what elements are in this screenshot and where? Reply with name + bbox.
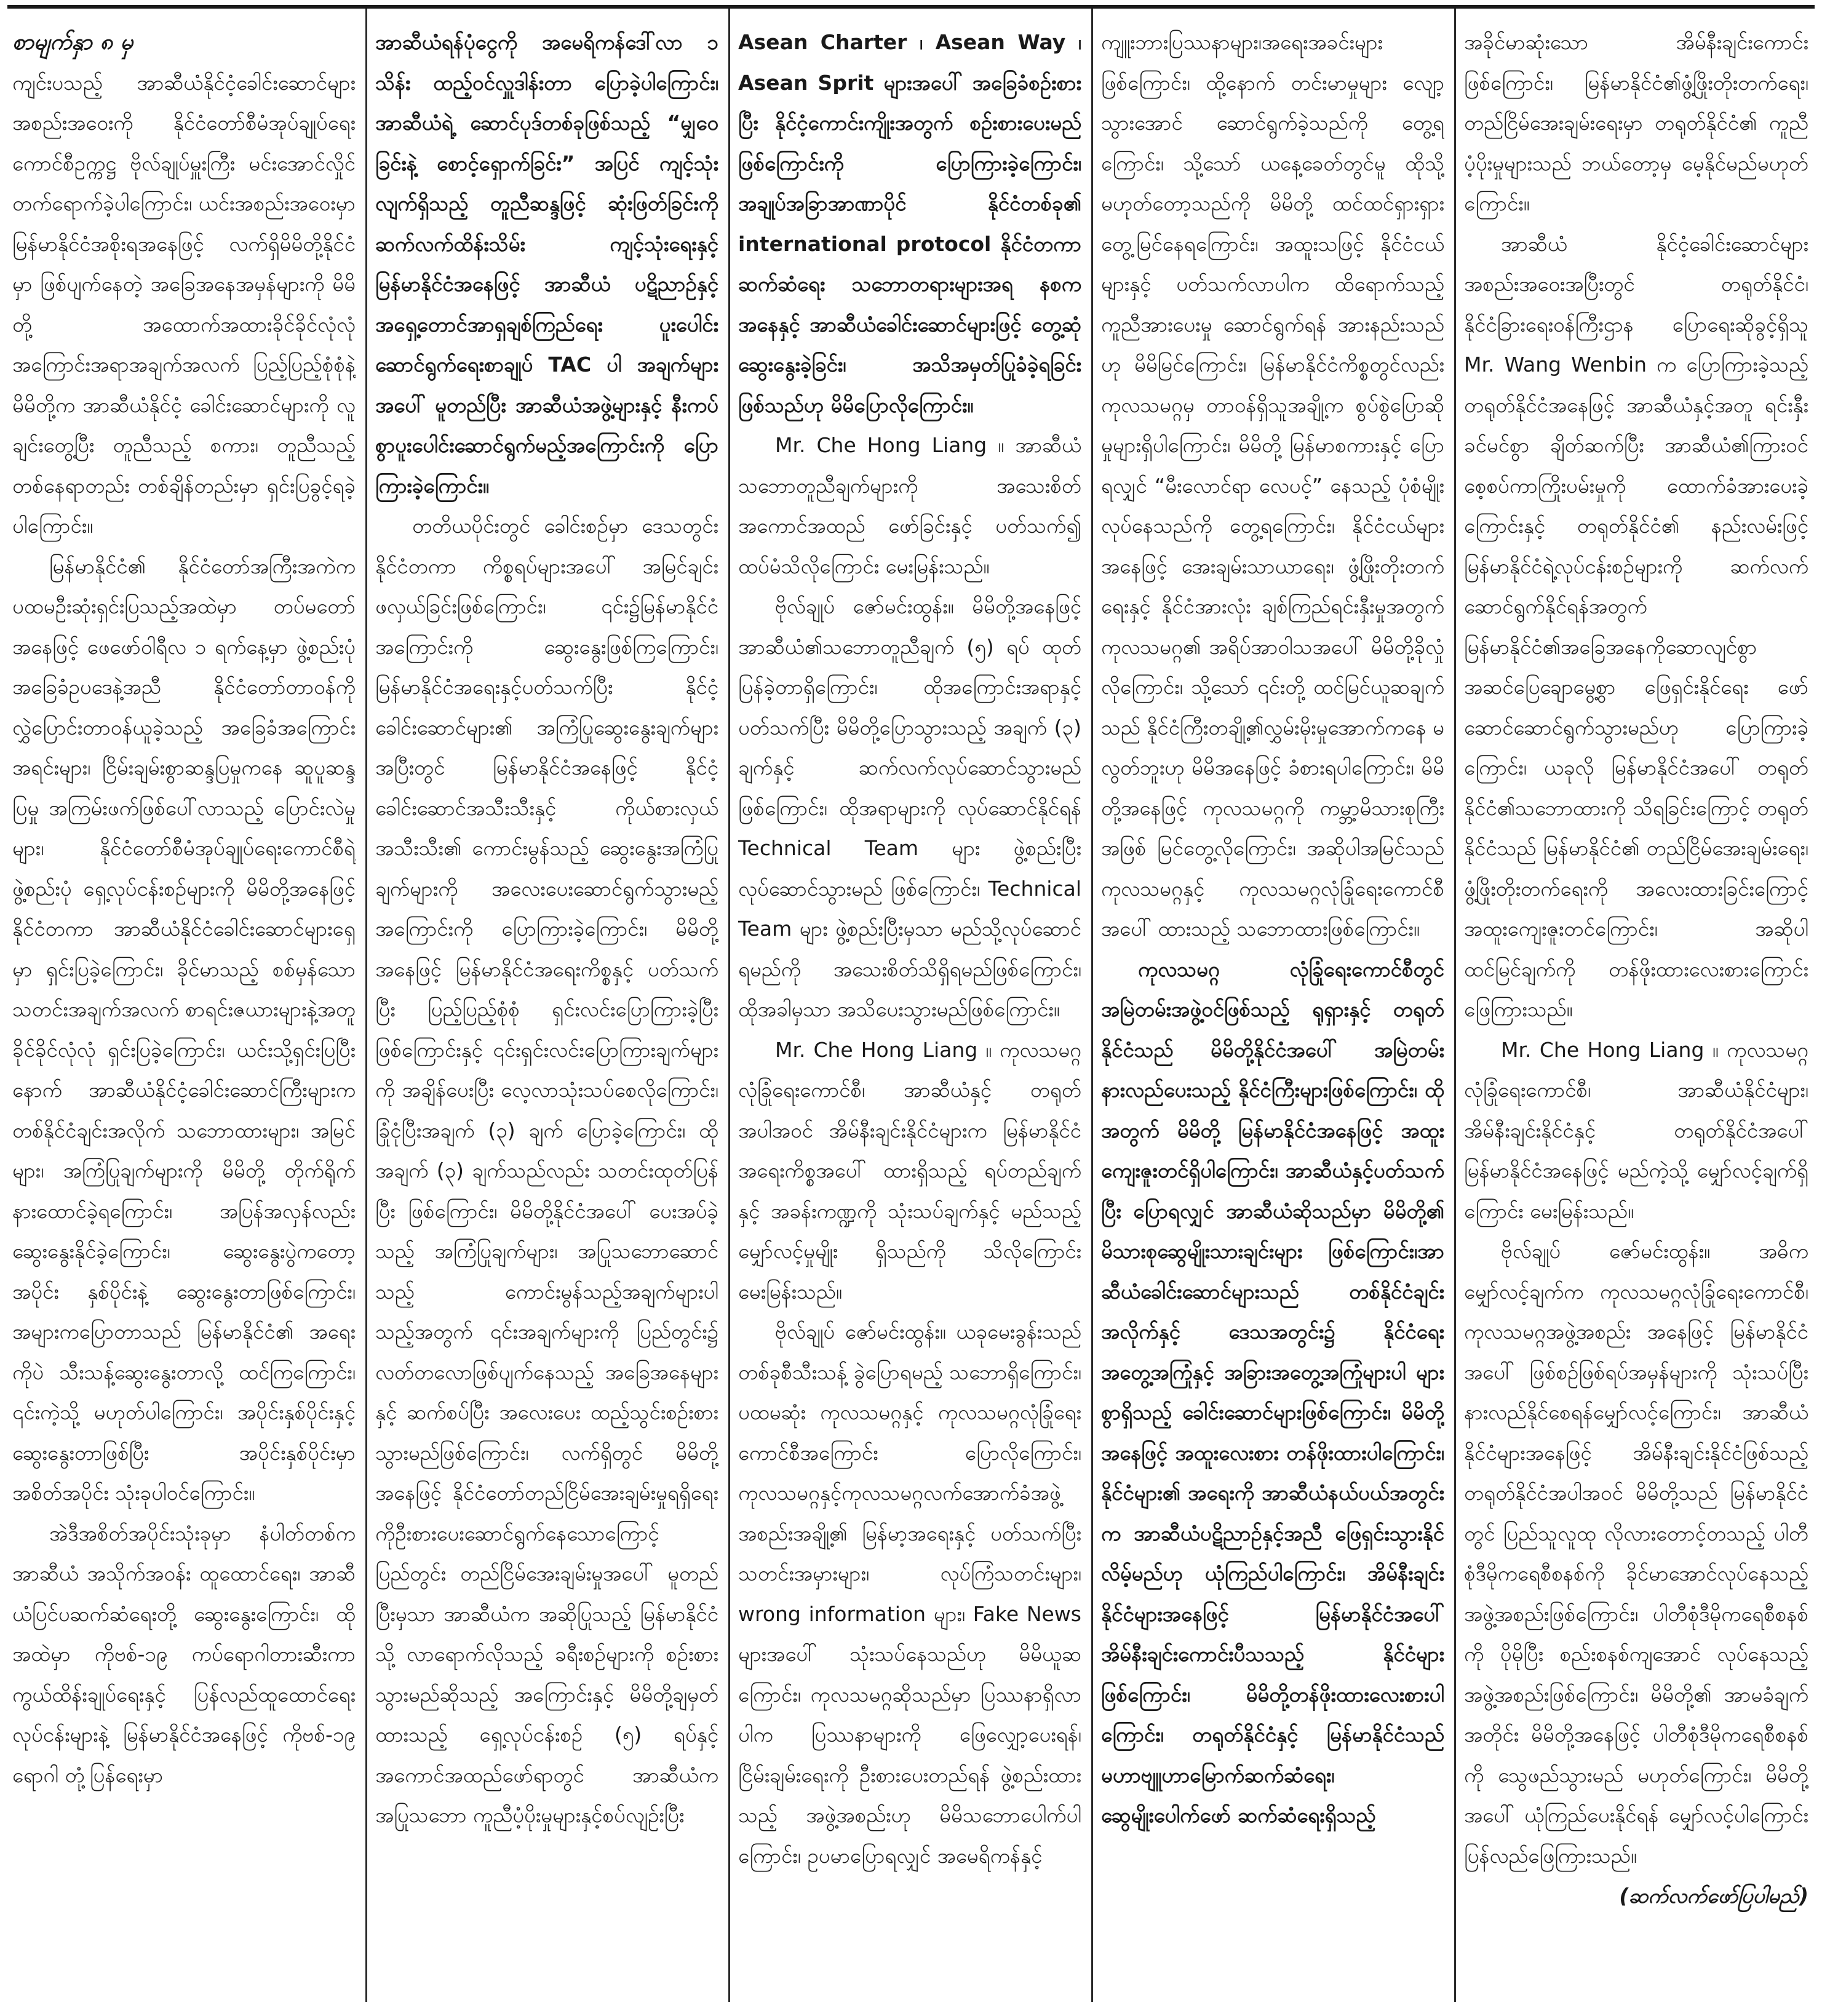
- continued-next-label: (ဆက်လက်ဖော်ပြပါမည်): [1619, 1884, 1808, 1908]
- paragraph: တတိယပိုင်းတွင် ခေါင်းစဉ်မှာ ဒေသတွင်း နိုင်ငံတကာ ကိစ္စရပ်များအပေါ် အမြင်ချင်း ဖလှယ်ခြင်းဖြစ်ကြောင်း၊ ၎င်း၌မြန်မာနိုင်ငံအကြောင်းကို ဆွေးနွေးဖြစ်ကြကြောင်း၊ မြန်မာနိုင်ငံအရေးနှင့်ပတ်သက်ပြီး နိုင်ငံ့ခေါင်းဆောင်များ၏ အကြံပြုဆွေးနွေးချက်များအပြီးတွင် မြန်မာနိုင်ငံအနေဖြင့် နိုင်ငံ့ခေါင်းဆောင်အသီးသီးနှင့် ကိုယ်စားလှယ်အသီးသီး၏ ကောင်းမွန်သည့် ဆွေးနွေးအကြံပြုချက်များကို အလေးပေးဆောင်ရွက်သွားမည့်အကြောင်းကို ပြောကြားခဲ့ကြောင်း၊ မိမိတို့အနေဖြင့် မြန်မာနိုင်ငံအရေးကိစ္စနှင့် ပတ်သက်ပြီး ပြည့်ပြည့်စုံစုံ ရှင်းလင်းပြောကြားခဲ့ပြီးဖြစ်ကြောင်းနှင့် ၎င်းရှင်းလင်းပြောကြားချက်များကို အချိန်ပေးပြီး လေ့လာသုံးသပ်စေလိုကြောင်း၊ ခြုံငုံပြီးအချက် (၃) ချက် ပြောခဲ့ကြောင်း၊ ထိုအချက် (၃) ချက်သည်လည်း သတင်းထုတ်ပြန်ပြီး ဖြစ်ကြောင်း၊ မိမိတို့နိုင်ငံအပေါ် ပေးအပ်ခဲ့သည့် အကြံပြုချက်များ၊ အပြုသဘောဆောင်သည့် ကောင်းမွန်သည့်အချက်များပါသည့်အတွက် ၎င်းအချက်များကို ပြည်တွင်း၌ လတ်တလောဖြစ်ပျက်နေသည့် အခြေအနေများနှင့် ဆက်စပ်ပြီး အလေးပေး ထည့်သွင်းစဉ်းစားသွားမည်ဖြစ်ကြောင်း၊ လက်ရှိတွင် မိမိတို့အနေဖြင့် နိုင်ငံတော်တည်ငြိမ်အေးချမ်းမှုရရှိရေးကိုဦးစားပေးဆောင်ရွက်နေသောကြောင့် ပြည်တွင်း တည်ငြိမ်အေးချမ်းမှုအပေါ် မူတည်ပြီးမှသာ အာဆီယံက အဆိုပြုသည့် မြန်မာနိုင်ငံသို့ လာရောက်လိုသည့် ခရီးစဉ်များကို စဉ်းစားသွားမည်ဆိုသည့် အကြောင်းနှင့် မိမိတို့ချမှတ်ထားသည့် ရှေ့လုပ်ငန်းစဉ် (၅) ရပ်နှင့် အကောင်အထည်ဖော်ရာတွင် အာဆီယံက အပြုသဘော ကူညီပံ့ပိုးမှုများနှင့်စပ်လျဉ်းပြီး: [375, 514, 718, 1827]
- column-divider: [728, 9, 730, 2002]
- paragraph: ဗိုလ်ချုပ် ဇော်မင်းထွန်း။ ယခုမေးခွန်းသည် တစ်ခုစီသီးသန့် ခွဲပြောရမည့် သဘောရှိကြောင်း၊ ပထမဆုံး ကုလသမဂ္ဂနှင့် ကုလသမဂ္ဂလုံခြုံရေးကောင်စီအကြောင်း ပြောလိုကြောင်း၊ ကုလသမဂ္ဂနှင့်ကုလသမဂ္ဂလက်အောက်ခံအဖွဲ့အစည်းအချို့၏ မြန်မာ့အရေးနှင့် ပတ်သက်ပြီး သတင်းအမှားများ၊ လုပ်ကြံသတင်းများ၊ wrong information များ၊ Fake News များအပေါ် သုံးသပ်နေသည်ဟု မိမိယူဆကြောင်း၊ ကုလသမဂ္ဂဆိုသည်မှာ ပြဿနာရှိလာပါက ပြဿနာများကို ဖြေလျှော့ပေးရန်၊ ငြိမ်းချမ်းရေးကို ဦးစားပေးတည်ရန် ဖွဲ့စည်းထားသည့် အဖွဲ့အစည်းဟု မိမိသဘောပေါက်ပါကြောင်း၊ ဥပမာပြောရလျှင် အမေရိကန်နှင့်: [738, 1320, 1081, 1868]
- column-divider: [1091, 9, 1093, 2002]
- paragraph: အာဆီယံရန်ပုံငွေကို အမေရိကန်ဒေါ်လာ ၁ သိန်း ထည့်ဝင်လှူဒါန်းတာ ပြောခဲ့ပါကြောင်း၊ အာဆီယံရဲ့ ဆောင်ပုဒ်တစ်ခုဖြစ်သည့် “မျှဝေခြင်းနဲ့ စောင့်ရှောက်ခြင်း” အပြင် ကျင့်သုံးလျက်ရှိသည့် တူညီဆန္ဒဖြင့် ဆုံးဖြတ်ခြင်းကို ဆက်လက်ထိန်းသိမ်း ကျင့်သုံးရေးနှင့် မြန်မာနိုင်ငံအနေဖြင့် အာဆီယံ ပဋိညာဉ်နှင့် အရှေ့တောင်အာရှချစ်ကြည်ရေး ပူးပေါင်းဆောင်ရွက်ရေးစာချုပ် TAC ပါ အချက်များအပေါ် မူတည်ပြီး အာဆီယံအဖွဲ့များနှင့် နီးကပ်စွာပူးပေါင်းဆောင်ရွက်မည့်အကြောင်းကို ပြောကြားခဲ့ကြောင်း။: [375, 30, 718, 498]
- paragraph: အခိုင်မာဆုံးသော အိမ်နီးချင်းကောင်းဖြစ်ကြောင်း၊ မြန်မာနိုင်ငံ၏ဖွံ့ဖြိုးတိုးတက်ရေး၊ တည်ငြိမ်အေးချမ်းရေးမှာ တရုတ်နိုင်ငံ၏ ကူညီပံ့ပိုးမှုများသည် ဘယ်တော့မှ မေ့နိုင်မည်မဟုတ်ကြောင်း။: [1464, 30, 1808, 215]
- paragraph: ကုလသမဂ္ဂ လုံခြုံရေးကောင်စီတွင် အမြဲတမ်းအဖွဲ့ဝင်ဖြစ်သည့် ရုရှားနှင့် တရုတ်နိုင်ငံသည် မိမိတို့နိုင်ငံအပေါ် အမြဲတမ်းနားလည်ပေးသည့် နိုင်ငံကြီးများဖြစ်ကြောင်း၊ ထိုအတွက် မိမိတို့ မြန်မာနိုင်ငံအနေဖြင့် အထူးကျေးဇူးတင်ရှိပါကြောင်း၊ အာဆီယံနှင့်ပတ်သက်ပြီး ပြောရလျှင် အာဆီယံဆိုသည်မှာ မိမိတို့၏ မိသားစုဆွေမျိုးသားချင်းများ ဖြစ်ကြောင်း၊အာဆီယံခေါင်းဆောင်များသည် တစ်နိုင်ငံချင်းအလိုက်နှင့် ဒေသအတွင်း၌ နိုင်ငံရေးအတွေ့အကြုံနှင့် အခြားအတွေ့အကြုံများပါ များစွာရှိသည့် ခေါင်းဆောင်များဖြစ်ကြောင်း၊ မိမိတို့အနေဖြင့် အထူးလေးစား တန်ဖိုးထားပါကြောင်း၊ နိုင်ငံများ၏ အရေးကို အာဆီယံနယ်ပယ်အတွင်းက အာဆီယံပဋိညာဉ်နှင့်အညီ ဖြေရှင်းသွားနိုင်လိမ့်မည်ဟု ယုံကြည်ပါကြောင်း၊ အိမ်နီးချင်းနိုင်ငံများအနေဖြင့် မြန်မာနိုင်ငံအပေါ် အိမ်နီးချင်းကောင်းပီသသည့် နိုင်ငံများ ဖြစ်ကြောင်း၊ မိမိတို့တန်ဖိုးထားလေးစားပါကြောင်း၊ တရုတ်နိုင်ငံနှင့် မြန်မာနိုင်ငံသည် မဟာဗျူဟာမြောက်ဆက်ဆံရေး၊ ဆွေမျိုးပေါက်ဖော် ဆက်ဆံရေးရှိသည့်: [1101, 957, 1444, 1827]
- paragraph: Mr. Che Hong Liang ။ ကုလသမဂ္ဂလုံခြုံရေးကောင်စီ၊ အာဆီယံနိုင်ငံများ၊ အိမ်နီးချင်းနိုင်ငံနှင့် တရုတ်နိုင်ငံအပေါ် မြန်မာနိုင်ငံအနေဖြင့် မည်ကဲ့သို့ မျှော်လင့်ချက်ရှိကြောင်း မေးမြန်းသည်။: [1464, 1037, 1808, 1223]
- paragraph: Asean Charter ၊ Asean Way ၊ Asean Sprit များအပေါ် အခြေခံစဉ်းစားပြီး နိုင်ငံ့ကောင်းကျိုးအတွက် စဉ်းစားပေးမည်ဖြစ်ကြောင်းကို ပြောကြားခဲ့ကြောင်း၊ အချုပ်အခြာအာဏာပိုင် နိုင်ငံတစ်ခု၏ international protocol နိုင်ငံတကာ ဆက်ဆံရေး သဘောတရားများအရ နစကအနေနှင့် အာဆီယံခေါင်းဆောင်များဖြင့် တွေ့ဆုံဆွေးနွေးခဲ့ခြင်း၊ အသိအမှတ်ပြုခံခဲ့ရခြင်းဖြစ်သည်ဟု မိမိပြောလိုကြောင်း။: [738, 30, 1081, 417]
- paragraph: ကျူးဘားပြဿနာများ၊အရေးအခင်းများ ဖြစ်ကြောင်း၊ ထို့နောက် တင်းမာမှုများ လျော့သွားအောင် ဆောင်ရွက်ခဲ့သည်ကို တွေ့ရကြောင်း၊ သို့သော် ယနေ့ခေတ်တွင်မူ ထိုသို့မဟုတ်တော့သည်ကို မိမိတို့ ထင်ထင်ရှားရှား တွေ့မြင်နေရကြောင်း၊ အထူးသဖြင့် နိုင်ငံငယ်များနှင့် ပတ်သက်လာပါက ထိရောက်သည့် ကူညီအားပေးမှု ဆောင်ရွက်ရန် အားနည်းသည်ဟု မိမိမြင်ကြောင်း၊ မြန်မာနိုင်ငံကိစ္စတွင်လည်း ကုလသမဂ္ဂမှ တာဝန်ရှိသူအချို့က စွပ်စွဲပြောဆိုမှုများရှိပါကြောင်း၊ မိမိတို့ မြန်မာစကားနှင့် ပြောရလျှင် “မီးလောင်ရာ လေပင့်” နေသည့် ပုံစံမျိုးလုပ်နေသည်ကို တွေ့ရကြောင်း၊ နိုင်ငံငယ်များအနေဖြင့် အေးချမ်းသာယာရေး၊ ဖွံ့ဖြိုးတိုးတက်ရေးနှင့် နိုင်ငံအားလုံး ချစ်ကြည်ရင်းနှီးမှုအတွက် ကုလသမဂ္ဂ၏ အရိပ်အာဝါသအပေါ် မိမိတို့ခိုလှုံလိုကြောင်း၊ သို့သော် ၎င်းတို့ ထင်မြင်ယူဆချက်သည် နိုင်ငံကြီးတချို့၏လွှမ်းမိုးမှုအောက်ကနေ မလွတ်ဘူးဟု မိမိအနေဖြင့် ခံစားရပါကြောင်း၊ မိမိတို့အနေဖြင့် ကုလသမဂ္ဂကို ကမ္ဘာ့မိသားစုကြီးအဖြစ် မြင်တွေ့လိုကြောင်း၊ အဆိုပါအမြင်သည်ကုလသမဂ္ဂနှင့် ကုလသမဂ္ဂလုံခြုံရေးကောင်စီအပေါ် ထားသည့် သဘောထားဖြစ်ကြောင်း။: [1101, 30, 1444, 941]
- newspaper-page: [7, 5, 1815, 2010]
- paragraph: ဗိုလ်ချုပ် ဇော်မင်းထွန်း။ အဓိကမျှော်လင့်ချက်က ကုလသမဂ္ဂလုံခြုံရေးကောင်စီ၊ ကုလသမဂ္ဂအဖွဲ့အစည်း အနေဖြင့် မြန်မာနိုင်ငံအပေါ် ဖြစ်စဉ်ဖြစ်ရပ်အမှန်များကို သုံးသပ်ပြီး နားလည်နိုင်စေရန်မျှော်လင့်ကြောင်း၊ အာဆီယံနိုင်ငံများအနေဖြင့် အိမ်နီးချင်းနိုင်ငံဖြစ်သည့် တရုတ်နိုင်ငံအပါအဝင် မိမိတို့သည် မြန်မာနိုင်ငံတွင် ပြည်သူလူထု လိုလားတောင့်တသည့် ပါတီစုံဒီမိုကရေစီစနစ်ကို ခိုင်မာအောင်လုပ်နေသည့် အဖွဲ့အစည်းဖြစ်ကြောင်း၊ ပါတီစုံဒီမိုကရေစီစနစ်ကို ပိုမိုပြီး စည်းစနစ်ကျအောင် လုပ်နေသည့် အဖွဲ့အစည်းဖြစ်ကြောင်း၊ မိမိတို့၏ အာမခံချက်အတိုင်း မိမိတို့အနေဖြင့် ပါတီစုံဒီမိုကရေစီစနစ်ကို သွေဖည်သွားမည် မဟုတ်ကြောင်း၊ မိမိတို့အပေါ် ယုံကြည်ပေးနိုင်ရန် မျှော်လင့်ပါကြောင်း ပြန်လည်ဖြေကြားသည်။: [1464, 1239, 1808, 1868]
- paragraph: အဲဒီအစိတ်အပိုင်းသုံးခုမှာ နံပါတ်တစ်က အာဆီယံ အသိုက်အဝန်း ထူထောင်ရေး၊ အာဆီယံပြင်ပဆက်ဆံရေးတို့ ဆွေးနွေးကြောင်း၊ ထိုအထဲမှာ ကိုဗစ်-၁၉ ကပ်ရောဂါတားဆီးကာကွယ်ထိန်းချုပ်ရေးနှင့် ပြန်လည်ထူထောင်ရေးလုပ်ငန်းများနဲ့ မြန်မာနိုင်ငံအနေဖြင့် ကိုဗစ်-၁၉ ရောဂါ တုံ့ပြန်ရေးမှာ: [12, 1521, 356, 1787]
- paragraph: ဗိုလ်ချုပ် ဇော်မင်းထွန်း။ မိမိတို့အနေဖြင့်အာဆီယံ၏သဘောတူညီချက် (၅) ရပ် ထုတ်ပြန်ခဲ့တာရှိကြောင်း၊ ထိုအကြောင်းအရာနှင့် ပတ်သက်ပြီး မိမိတို့ပြောသွားသည့် အချက် (၃) ချက်နှင့် ဆက်လက်လုပ်ဆောင်သွားမည် ဖြစ်ကြောင်း၊ ထိုအရာများကို လုပ်ဆောင်နိုင်ရန် Technical Team များ ဖွဲ့စည်းပြီး လုပ်ဆောင်သွားမည် ဖြစ်ကြောင်း၊ Technical Team များ ဖွဲ့စည်းပြီးမှသာ မည်သို့လုပ်ဆောင်ရမည်ကို အသေးစိတ်သိရှိရမည်ဖြစ်ကြောင်း၊ ထိုအခါမှသာ အသိပေးသွားမည်ဖြစ်ကြောင်း။: [738, 594, 1081, 1021]
- paragraph: မြန်မာနိုင်ငံ၏ နိုင်ငံတော်အကြီးအကဲက ပထမဦးဆုံးရှင်းပြသည့်အထဲမှာ တပ်မတော်အနေဖြင့် ဖေဖော်ဝါရီလ ၁ ရက်နေ့မှာ ဖွဲ့စည်းပုံအခြေခံဥပဒေနဲ့အညီ နိုင်ငံတော်တာဝန်ကို လွှဲပြောင်းတာဝန်ယူခဲ့သည့် အခြေခံအကြောင်းအရင်းများ၊ ငြိမ်းချမ်းစွာဆန္ဒပြမှုကနေ ဆူပူဆန္ဒပြမှု အကြမ်းဖက်ဖြစ်ပေါ်လာသည့် ပြောင်းလဲမှုများ၊ နိုင်ငံတော်စီမံအုပ်ချုပ်ရေးကောင်စီရဲ့ ဖွဲ့စည်းပုံ ရှေ့လုပ်ငန်းစဉ်များကို မိမိတို့အနေဖြင့် နိုင်ငံတကာ အာဆီယံနိုင်ငံခေါင်းဆောင်များရှေ့မှာ ရှင်းပြခဲ့ကြောင်း၊ ခိုင်မာသည့် စစ်မှန်သော သတင်းအချက်အလက် စာရင်းဇယားများနဲ့အတူ ခိုင်ခိုင်လုံလုံ ရှင်းပြခဲ့ကြောင်း၊ ယင်းသို့ရှင်းပြပြီးနောက် အာဆီယံနိုင်ငံ့ခေါင်းဆောင်ကြီးများက တစ်နိုင်ငံချင်းအလိုက် သဘောထားများ၊ အမြင်များ၊ အကြံပြုချက်များကို မိမိတို့ တိုက်ရိုက်နားထောင်ခဲ့ရကြောင်း၊ အပြန်အလှန်လည်း ဆွေးနွေးနိုင်ခဲ့ကြောင်း၊ ဆွေးနွေးပွဲကတော့ အပိုင်း နှစ်ပိုင်းနဲ့ ဆွေးနွေးတာဖြစ်ကြောင်း၊ အများကပြောတာသည် မြန်မာနိုင်ငံ၏ အရေးကိုပဲ သီးသန့်ဆွေးနွေးတာလို့ ထင်ကြကြောင်း၊ ၎င်းကဲ့သို့ မဟုတ်ပါကြောင်း၊ အပိုင်းနှစ်ပိုင်းနှင့် ဆွေးနွေးတာဖြစ်ပြီး အပိုင်းနှစ်ပိုင်းမှာ အစိတ်အပိုင်း သုံးခုပါဝင်ကြောင်း။: [12, 554, 356, 1505]
- continued-from-label: စာမျက်နှာ ၈ မှ: [12, 30, 133, 55]
- column-divider: [365, 9, 367, 2002]
- article-column-1: [12, 22, 356, 1991]
- article-column-4: [1101, 22, 1444, 1991]
- column-divider: [1454, 9, 1456, 2002]
- paragraph: ကျင်းပသည့် အာဆီယံနိုင်ငံ့ခေါင်းဆောင်များ အစည်းအဝေးကို နိုင်ငံတော်စီမံအုပ်ချုပ်ရေးကောင်စီဥက္ကဋ္ဌ ဗိုလ်ချုပ်မှူးကြီး မင်းအောင်လှိုင် တက်ရောက်ခဲ့ပါကြောင်း၊ ယင်းအစည်းအဝေးမှာ မြန်မာနိုင်ငံအစိုးရအနေဖြင့် လက်ရှိမိမိတို့နိုင်ငံမှာ ဖြစ်ပျက်နေတဲ့ အခြေအနေအမှန်များကို မိမိတို့ အထောက်အထားခိုင်ခိုင်လုံလုံ အကြောင်းအရာအချက်အလက် ပြည့်ပြည့်စုံစုံနဲ့ မိမိတို့က အာဆီယံနိုင်ငံ့ ခေါင်းဆောင်များကို လူချင်းတွေ့ပြီး တူညီသည့် စကား၊ တူညီသည့် တစ်နေရာတည်း တစ်ချိန်တည်းမှာ ရှင်းပြခွင့်ရခဲ့ပါကြောင်း။: [12, 70, 356, 538]
- paragraph: အာဆီယံ နိုင်ငံ့ခေါင်းဆောင်များ အစည်းအဝေးအပြီးတွင် တရုတ်နိုင်ငံ၊ နိုင်ငံခြားရေးဝန်ကြီးဌာန ပြောရေးဆိုခွင့်ရှိသူ Mr. Wang Wenbin က ပြောကြားခဲ့သည့် တရုတ်နိုင်ငံအနေဖြင့် အာဆီယံနှင့်အတူ ရင်းနှီးခင်မင်စွာ ချိတ်ဆက်ပြီး အာဆီယံ၏ကြားဝင်စေ့စပ်ကာကြိုးပမ်းမှုကို ထောက်ခံအားပေးခဲ့ကြောင်းနှင့် တရုတ်နိုင်ငံ၏ နည်းလမ်းဖြင့် မြန်မာနိုင်ငံရဲ့လုပ်ငန်းစဉ်များကို ဆက်လက်ဆောင်ရွက်နိုင်ရန်အတွက် မြန်မာနိုင်ငံ၏အခြေအနေကိုဆောလျင်စွာအဆင်ပြေချောမွေ့စွာ ဖြေရှင်းနိုင်ရေး ဖော်ဆောင်ဆောင်ရွက်သွားမည်ဟု ပြောကြားခဲ့ကြောင်း၊ ယခုလို မြန်မာနိုင်ငံအပေါ် တရုတ်နိုင်ငံ၏သဘောထားကို သိရခြင်းကြောင့် တရုတ်နိုင်ငံသည် မြန်မာနိုင်ငံ၏ တည်ငြိမ်အေးချမ်းရေး၊ ဖွံ့ဖြိုးတိုးတက်ရေးကို အလေးထားခြင်းကြောင့် အထူးကျေးဇူးတင်ကြောင်း၊ အဆိုပါထင်မြင်ချက်ကို တန်ဖိုးထားလေးစားကြောင်း ဖြေကြားသည်။: [1464, 231, 1808, 1021]
- article-column-5: [1464, 22, 1808, 1991]
- paragraph: Mr. Che Hong Liang ။ အာဆီယံ သဘောတူညီချက်များကို အသေးစိတ် အကောင်အထည် ဖော်ခြင်းနှင့် ပတ်သက်၍ ထပ်မံသိလိုကြောင်း မေးမြန်းသည်။: [738, 433, 1081, 578]
- paragraph: Mr. Che Hong Liang ။ ကုလသမဂ္ဂလုံခြုံရေးကောင်စီ၊ အာဆီယံနှင့် တရုတ်အပါအဝင် အိမ်နီးချင်းနိုင်ငံများက မြန်မာနိုင်ငံအရေးကိစ္စအပေါ် ထားရှိသည့် ရပ်တည်ချက်နှင့် အခန်းကဏ္ဍကို သုံးသပ်ချက်နှင့် မည်သည့်မျှော်လင့်မှုမျိုး ရှိသည်ကို သိလိုကြောင်း မေးမြန်းသည်။: [738, 1037, 1081, 1304]
- article-column-3: [738, 22, 1081, 1991]
- article-column-2: [375, 22, 718, 1991]
